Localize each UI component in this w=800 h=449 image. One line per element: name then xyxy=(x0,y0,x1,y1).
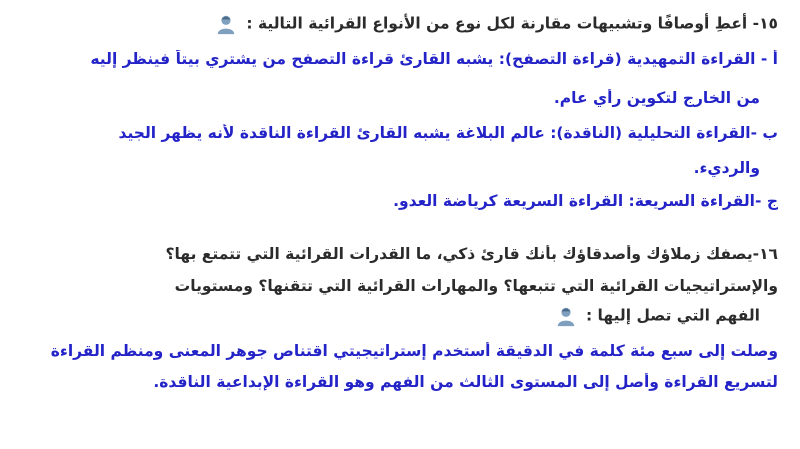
question-16-line-3 xyxy=(20,305,760,327)
answer-15-c: ج -القراءة السريعة: القراءة السريعة كرياضة العدو. xyxy=(393,192,778,210)
question-15 xyxy=(20,13,778,35)
student-icon xyxy=(555,305,577,327)
answer-16-line-1: وصلت إلى سبع مئة كلمة في الدقيقة أستخدم إستراتيجيتي اقتناص جوهر المعنى ومنظم القراءة xyxy=(50,342,778,360)
question-15-text: ١٥- أعطِ أوصافًا وتشبيهات مقارنة لكل نوع من الأنواع القرائية التالية : xyxy=(246,14,778,33)
question-16-line-3-text: الفهم التي تصل إليها : xyxy=(585,306,760,325)
answer-15-a: أ - القراءة التمهيدية (قراءة التصفح): يشبه القارئ قراءة التصفح من يشتري بيتاً فينظر إليه xyxy=(90,50,778,68)
student-icon xyxy=(215,13,237,35)
answer-15-b: ب -القراءة التحليلية (الناقدة): عالم البلاغة يشبه القارئ القراءة الناقدة لأنه يظهر الجيد xyxy=(118,124,778,142)
question-16-line-2: والإستراتيجيات القرائية التي تتبعها؟ والمهارات القرائية التي تتقنها؟ ومستويات xyxy=(174,277,778,295)
answer-15-a-cont: من الخارج لتكوين رأي عام. xyxy=(553,89,760,107)
question-16-line-1: ١٦-يصفك زملاؤك وأصدقاؤك بأنك قارئ ذكي، ما القدرات القرائية التي تتمتع بها؟ xyxy=(165,245,778,263)
answer-16-line-2: لتسريع القراءة وأصل إلى المستوى الثالث من الفهم وهو القراءة الإبداعية الناقدة. xyxy=(153,373,778,391)
answer-15-b-cont: والرديء. xyxy=(693,159,760,177)
